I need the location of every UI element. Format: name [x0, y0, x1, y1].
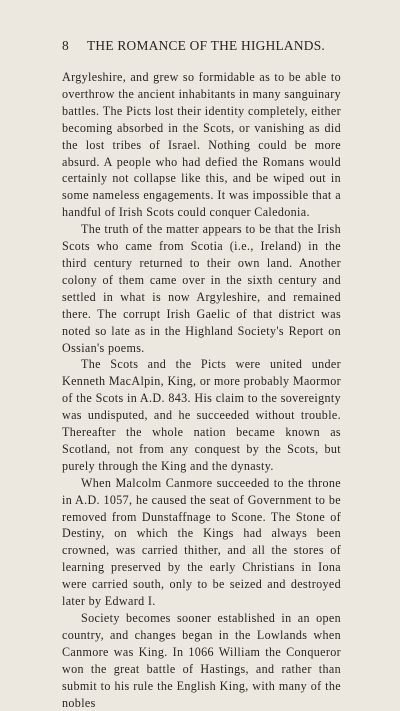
paragraph-4: When Malcolm Canmore succeeded to the throne in A.D. 1057, he caused the seat of Government to be removed from Dunstaffnage to Scone. The Stone of Destiny, on which the Kings had always been crowned, was carried thither, and all the stores of learning preserved by the early Christians in Iona were carried south, only to be seized and destroyed later by Edward I.: [62, 475, 341, 609]
page-header: [62, 38, 338, 58]
body-text: [62, 69, 341, 711]
page-number: 8: [62, 38, 69, 53]
paragraph-5: Society becomes sooner established in an open country, and changes began in the Lowlands when Canmore was King. In 1066 William the Conqueror won the great battle of Hastings, and rather than submit to his rule the English King, with many of the nobles: [62, 611, 341, 710]
paragraph-1: Argyleshire, and grew so formidable as to be able to overthrow the ancient inhabitants in many sanguinary battles. The Picts lost their identity completely, either becoming absorbed in the Scots, or vanishing as did the lost tribes of Israel. Nothing could be more absurd. A people who had defied the Romans would certainly not collapse like this, and be wiped out in some nameless engagements. It was impossible that a handful of Irish Scots could conquer Caledonia.: [62, 70, 341, 220]
running-title: THE ROMANCE OF THE HIGHLANDS.: [87, 38, 325, 53]
paragraph-2: The truth of the matter appears to be that the Irish Scots who came from Scotia (i.e., Ireland) in the third century returned to their own land. Another colony of them came over in the sixth century and settled in what is now Argyleshire, and remained there. The corrupt Irish Gaelic of that district was noted so late as in the Highland Society's Report on Ossian's poems.: [62, 222, 341, 355]
paragraph-3: The Scots and the Picts were united under Kenneth MacAlpin, King, or more probably Maormor of the Scots in A.D. 843. His claim to the sovereignty was undisputed, and he succeeded without trouble. Thereafter the whole nation became known as Scotland, not from any conquest by the Scots, but purely through the King and the dynasty.: [62, 357, 341, 473]
